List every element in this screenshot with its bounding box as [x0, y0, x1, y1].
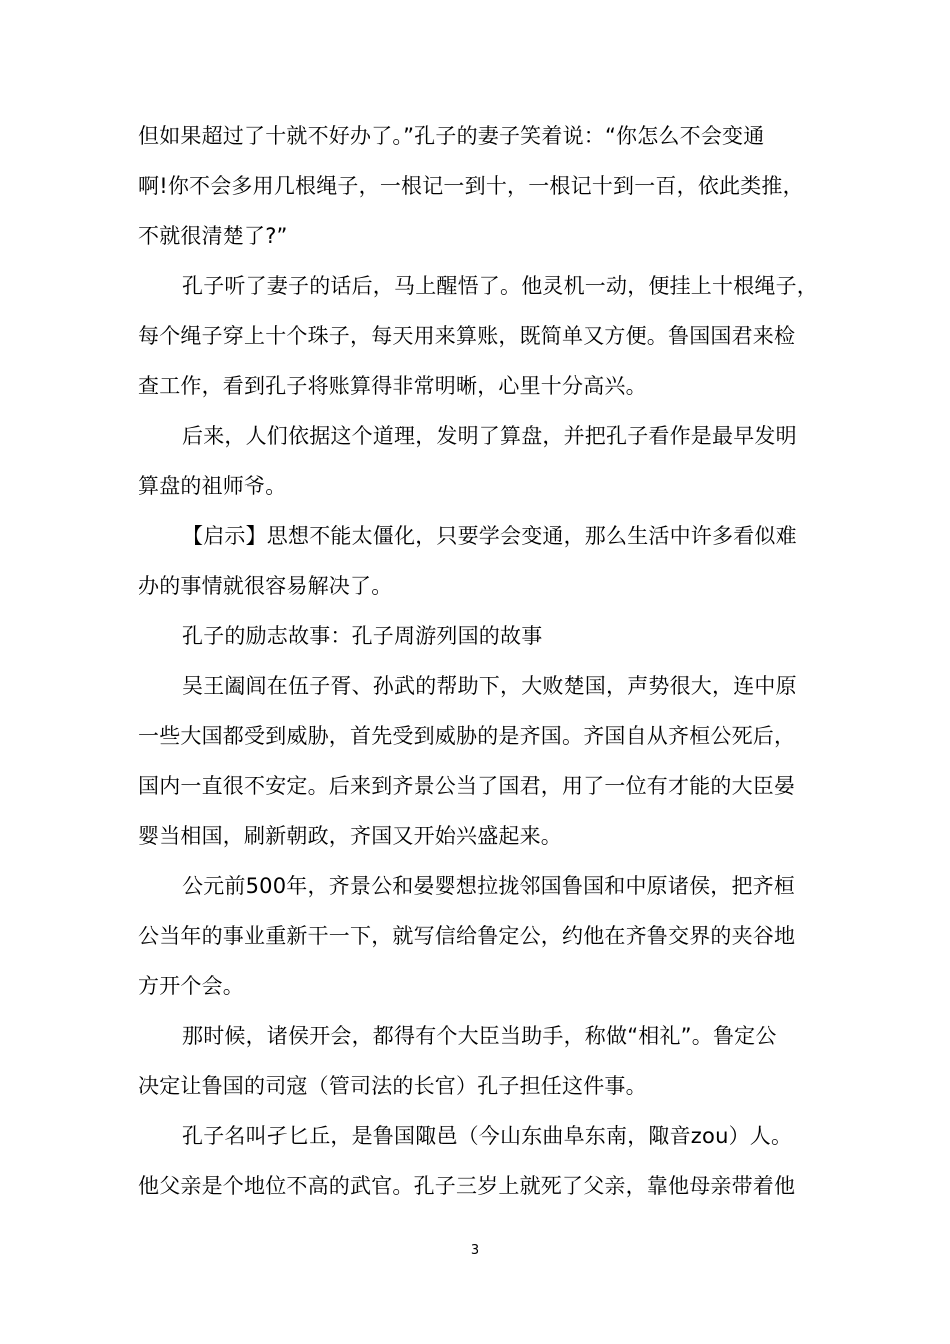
- text-line-3: 不就很清楚了?”: [138, 224, 288, 248]
- text-line-5: 每个绳子穿上十个珠子，每天用来算账，既简单又方便。鲁国国君来检: [138, 324, 796, 348]
- text-line-2: 啊!你不会多用几根绳子，一根记一到十，一根记十到一百，依此类推，: [138, 174, 804, 198]
- text-line-8: 算盘的祖师爷。: [138, 474, 287, 498]
- section-heading: 孔子的励志故事：孔子周游列国的故事: [182, 624, 543, 648]
- text-line-7: 后来，人们依据这个道理，发明了算盘，并把孔子看作是最早发明: [182, 424, 797, 448]
- text-line-9: 【启示】思想不能太僵化，只要学会变通，那么生活中许多看似难: [182, 524, 797, 548]
- text-line-20: 决定让鲁国的司寇（管司法的长官）孔子担任这件事。: [138, 1074, 647, 1098]
- text-line-1: 但如果超过了十就不好办了。”孔子的妻子笑着说：“你怎么不会变通: [138, 124, 765, 148]
- text-line-14: 国内一直很不安定。后来到齐景公当了国君，用了一位有才能的大臣晏: [138, 774, 796, 798]
- text-line-4: 孔子听了妻子的话后，马上醒悟了。他灵机一动，便挂上十根绳子，: [182, 274, 818, 298]
- text-line-6: 查工作，看到孔子将账算得非常明晰，心里十分高兴。: [138, 374, 647, 398]
- page-number: 3: [470, 1243, 480, 1258]
- text-line-18: 方开个会。: [138, 974, 244, 998]
- text-line-12: 吴王阖闾在伍子胥、孙武的帮助下，大败楚国，声势很大，连中原: [182, 674, 797, 698]
- text-line-17: 公当年的事业重新干一下，就写信给鲁定公，约他在齐鲁交界的夹谷地: [138, 924, 796, 948]
- document-body: [138, 111, 838, 1211]
- text-line-21: 孔子名叫孑匕丘，是鲁国陬邑（今山东曲阜东南，陬音zou）人。: [182, 1124, 793, 1148]
- text-line-10: 办的事情就很容易解决了。: [138, 574, 393, 598]
- text-line-22: 他父亲是个地位不高的武官。孔子三岁上就死了父亲，靠他母亲带着他: [138, 1174, 796, 1198]
- text-line-16: 公元前500年，齐景公和晏婴想拉拢邻国鲁国和中原诸侯，把齐桓: [182, 874, 796, 898]
- text-line-13: 一些大国都受到威胁，首先受到威胁的是齐国。齐国自从齐桓公死后，: [138, 724, 796, 748]
- text-line-15: 婴当相国，刷新朝政，齐国又开始兴盛起来。: [138, 824, 562, 848]
- text-line-19: 那时候，诸侯开会，都得有个大臣当助手，称做“相礼”。鲁定公: [182, 1024, 777, 1048]
